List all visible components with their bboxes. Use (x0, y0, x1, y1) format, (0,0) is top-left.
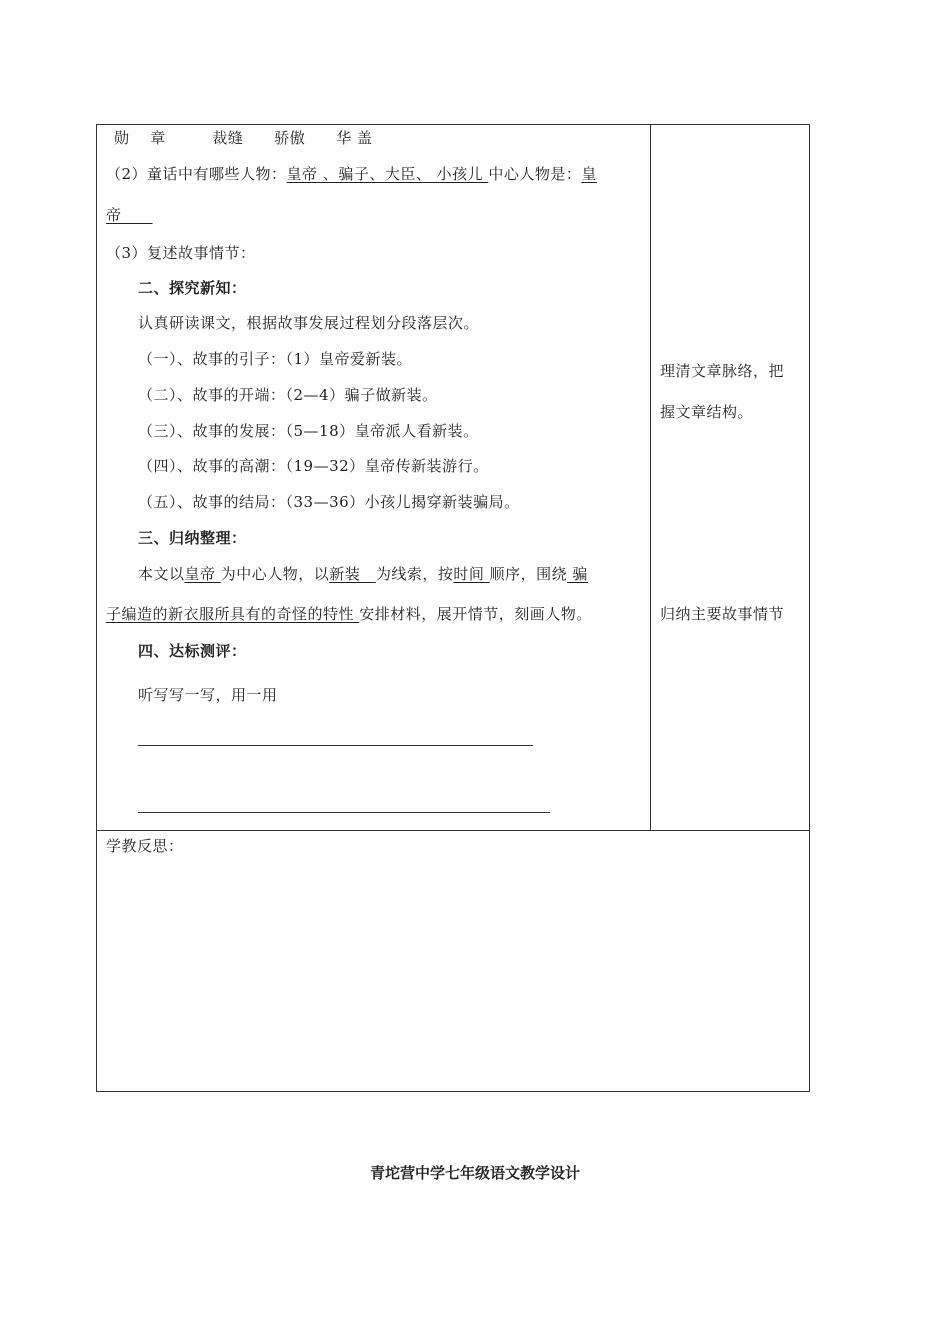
summary-answer-character: 皇帝 (184, 565, 221, 583)
summary-answer-focus-part2: 子编造的新衣服所具有的奇怪的特性 (106, 605, 360, 623)
summary-text-2: 为中心人物，以 (220, 565, 330, 583)
section-4-title: 四、达标测评： (138, 642, 247, 660)
question-3: （3）复述故事情节： (106, 244, 256, 262)
vocab-line: 勋 章 裁缝 骄傲 华 盖 (114, 129, 373, 147)
section-2-intro: 认真研读课文，根据故事发展过程划分段落层次。 (138, 314, 480, 332)
question-2-prefix: （2）童话中有哪些人物： (106, 165, 287, 183)
characters-answer: 皇帝 、骗子、大臣、 小孩儿 (286, 165, 489, 183)
summary-answer-clue: 新装 (329, 565, 376, 583)
note-plot-summary: 归纳主要故事情节 (660, 605, 785, 623)
story-part-2: （二）、故事的开端：（2—4）骗子做新装。 (138, 386, 438, 404)
summary-text-5: 安排材料，展开情节，刻画人物。 (359, 605, 592, 623)
question-2-line1 (106, 164, 597, 184)
summary-text-4: 顺序，围绕 (489, 565, 568, 583)
question-2-line2 (106, 205, 153, 225)
reflection-label: 学教反思： (106, 837, 184, 855)
center-character-answer-part1: 皇 (581, 165, 597, 183)
center-character-answer-part2: 帝 (106, 206, 153, 224)
story-part-5: （五）、故事的结局：（33—36）小孩儿揭穿新装骗局。 (138, 493, 520, 511)
summary-line2 (106, 604, 592, 624)
summary-text-1: 本文以 (138, 565, 185, 583)
column-divider (650, 124, 651, 831)
story-part-1: （一）、故事的引子：（1）皇帝爱新装。 (138, 350, 413, 368)
summary-text-3: 为线索，按 (375, 565, 454, 583)
row-divider (96, 830, 810, 831)
section-4-task: 听写写一写，用一用 (138, 686, 278, 704)
note-structure-line2: 握文章结构。 (660, 403, 754, 421)
question-2-middle: 中心人物是： (488, 165, 582, 183)
story-part-3: （三）、故事的发展：（5—18）皇帝派人看新装。 (138, 422, 479, 440)
note-structure-line1: 理清文章脉络，把 (660, 362, 785, 380)
summary-answer-focus-part1: 骗 (567, 565, 588, 583)
section-2-title: 二、探究新知： (138, 279, 247, 297)
story-part-4: （四）、故事的高潮：（19—32）皇帝传新装游行。 (138, 457, 489, 475)
summary-line1 (138, 564, 588, 584)
summary-answer-order: 时间 (453, 565, 490, 583)
section-3-title: 三、归纳整理： (138, 529, 247, 547)
answer-blank-line-1 (138, 745, 533, 746)
footer-title: 青坨营中学七年级语文教学设计 (369, 1164, 580, 1182)
answer-blank-line-2 (138, 812, 550, 813)
